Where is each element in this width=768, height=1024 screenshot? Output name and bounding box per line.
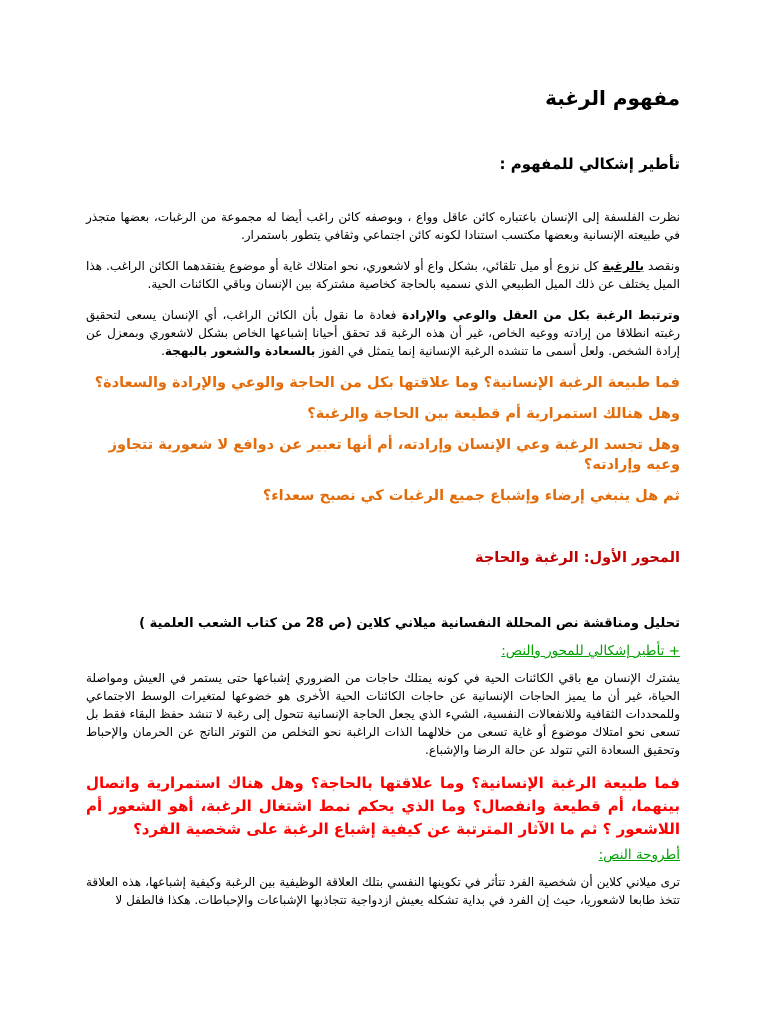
red-question: فما طبيعة الرغبة الإنسانية؟ وما علاقتها بالحاجة؟ وهل هناك استمرارية واتصال بينهما، أم قطيعة وانفصال؟ وما الذي يحكم نمط اشتغال الرغبة، أهو الشعور أم اللاشعور ؟ ثم ما الآثار المترتبة عن كيفية إشباع الرغبة على شخصية الفرد؟ [86, 774, 680, 838]
analysis-title: تحليل ومناقشة نص المحللة النفسانية ميلاني كلاين (ص 28 من كتاب الشعب العلمية ) [139, 616, 680, 631]
question-4: ثم هل ينبغي إرضاء وإشباع جميع الرغبات كي نصبح سعداء؟ [262, 488, 680, 504]
term-desire: بالرغبة [602, 259, 644, 273]
bold-phrase-happiness: بالسعادة والشعور بالبهجة [164, 344, 316, 358]
paragraph-intro: نظرت الفلسفة إلى الإنسان باعتباره كائن عاقل وواع ، وبوصفه كائن راغب أيضا له مجموعة من الرغبات، بعضها متجذر في طبيعته الإنسانية وبعضها مكتسب استنادا لكونه كائن اجتماعي وثقافي يتطور باستمرار. [86, 210, 680, 242]
question-1: فما طبيعة الرغبة الإنسانية؟ وما علاقتها بكل من الحاجة والوعي والإرادة والسعادة؟ [94, 375, 680, 391]
reason-rest: فعادة ما نقول بأن الكائن الراغب، أي الإنسان يسعى لتحقيق رغبته انطلاقا من إرادته ووعيه الخاص، غير أن هذه الرغبة قد تحقق أحيانا إشباعها الخاص بشكل لاشعوري وبمعزل عن إرادة الشخص. ولعل أسمى ما تنشده الرغبة الإنسانية إنما يتمثل في الفوز [86, 308, 680, 358]
paragraph-definition [86, 257, 680, 293]
framing-title: + تأطير إشكالي للمحور والنص: [501, 643, 680, 659]
question-3: وهل تجسد الرغبة وعي الإنسان وإرادته، أم أنها تعبير عن دوافع لا شعورية تتجاوز وعيه وإرادته؟ [108, 437, 680, 473]
paragraph-needs: يشترك الإنسان مع باقي الكائنات الحية في كونه يمتلك حاجات من الضروري إشباعها حتى يستمر في العيش ومواصلة الحياة، غير أن ما يميز الحاجات الإنسانية عن حاجات الكائنات الحية الأخرى هو خضوعها لمتغيرات الوسط الاجتماعي وللمحددات الثقافية وللانفعالات النفسية، الشيء الذي يجعل الحاجة الإنسانية تتحول إلى رغبة لا تنشد حفظ البقاء فقط بل تسعى نحو امتلاك موضوع أو غاية تسعى من خلالهما الذات الراغبة نحو التخلص من التوتر الناتج عن الحرمان والإحباط وتحقيق السعادة التي تتولد عن حالة الرضا والإشباع. [86, 671, 680, 757]
bold-phrase-reason: وترتبط الرغبة بكل من العقل والوعي والإرادة [401, 308, 680, 322]
definition-lead: ونقصد [648, 259, 680, 273]
reason-end: . [161, 344, 165, 358]
thesis-title: أطروحة النص: [598, 847, 680, 863]
page-title: مفهوم الرغبة [545, 86, 680, 110]
question-2: وهل هنالك استمرارية أم قطيعة بين الحاجة والرغبة؟ [307, 406, 680, 422]
definition-rest: كل نزوع أو ميل تلقائي، بشكل واع أو لاشعوري، نحو امتلاك غاية أو موضوع يفتقدهما الكائن الراغب. هذا الميل يختلف عن ذلك الميل الطبيعي الذي نسميه بالحاجة كخاصية مشتركة بين الإنسان وباقي الكائنات الحية. [86, 259, 680, 291]
paragraph-reason-will [86, 306, 680, 360]
section-heading-framing: تأطير إشكالي للمفهوم : [499, 155, 680, 173]
axis-title: المحور الأول: الرغبة والحاجة [475, 550, 680, 566]
paragraph-thesis: ترى ميلاني كلاين أن شخصية الفرد تتأثر في تكوينها النفسي بتلك العلاقة الوظيفية بين الرغبة وكيفية إشباعها، هذه العلاقة تتخذ طابعا لاشعوريا، حيث إن الفرد في بداية تشكله يعيش ازدواجية تتجاذبها الإشباعات والإحباطات. هكذا فالطفل لا [86, 875, 680, 907]
